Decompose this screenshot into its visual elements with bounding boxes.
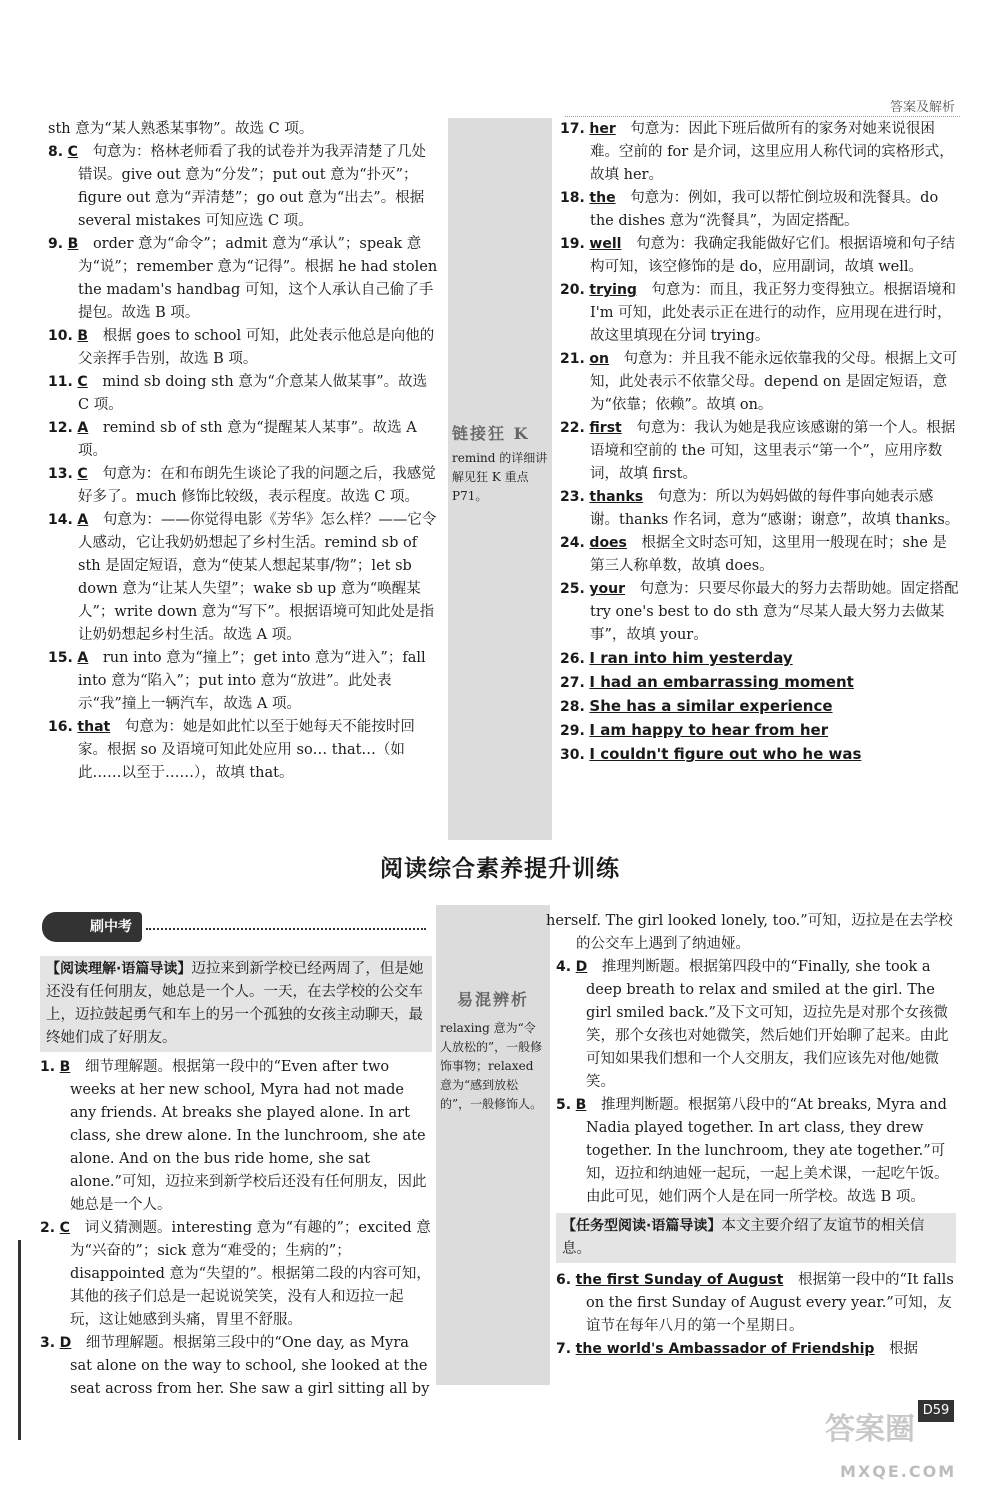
item-answer: on [589, 351, 610, 367]
watermark-logo: 答案圈 [825, 1412, 915, 1447]
item-explanation: 句意为：只要尽你最大的努力去帮助她。固定搭配 try one's best to do sth 意为“尽某人最大努力去做某事”，故填 your。 [590, 581, 959, 643]
item-explanation: 推理判断题。根据第八段中的“At breaks, Myra and Nadia played together. In art class, they drew together. In the lunchroom, they ate together.”可知，迈拉和纳迪娅一起玩，一起上美术课，一起吃午饭。由此可见，她们两个人是在同一所学校。故选 B 项。 [586, 1097, 949, 1205]
item-answer: I am happy to hear from her [589, 721, 829, 739]
answer-item [560, 233, 960, 279]
item-explanation: 根据 [889, 1341, 919, 1357]
item-number: 9. [48, 236, 64, 252]
item-number: 26. [560, 651, 585, 667]
item-number: 18. [560, 190, 585, 206]
answer-item [48, 141, 440, 233]
answer-item [560, 486, 960, 532]
item-number: 14. [48, 512, 73, 528]
item-number: 23. [560, 489, 585, 505]
item-number: 15. [48, 650, 73, 666]
item-explanation: 根据全文时态可知，这里用一般现在时；she 是第三人称单数，故填 does。 [590, 535, 947, 574]
item-answer: trying [589, 282, 637, 298]
item-number: 11. [48, 374, 73, 390]
left-bottom-items [40, 1056, 432, 1401]
item-answer: thanks [589, 489, 644, 505]
answer-item [560, 279, 960, 348]
answer-item [48, 647, 440, 716]
item-answer: first [589, 420, 622, 436]
item-explanation: 句意为：例如，我可以帮忙倒垃圾和洗餐具。do the dishes 意为“洗餐具”，为固定搭配。 [590, 190, 939, 229]
right-top-column [560, 118, 960, 767]
item-answer: D [59, 1335, 72, 1351]
answer-item [48, 325, 440, 371]
item-number: 24. [560, 535, 585, 551]
item-answer: A [77, 512, 89, 528]
item-answer: that [77, 719, 111, 735]
item-number: 20. [560, 282, 585, 298]
item-answer: the [589, 190, 616, 206]
sentence-answer [560, 647, 960, 671]
sidenote-link-text: remind 的详细讲解见狂 K 重点 P71。 [452, 451, 548, 503]
item-answer: I couldn't figure out who he was [589, 745, 862, 763]
item-explanation: 句意为：因此下班后做所有的家务对她来说很困难。空前的 for 是介词，这里应用人称代词的宾格形式，故填 her。 [590, 121, 954, 183]
item-answer: A [77, 650, 89, 666]
item-explanation: remind sb of sth 意为“提醒某人某事”。故选 A 项。 [78, 420, 417, 459]
answer-item [556, 1094, 956, 1209]
item-explanation: 词义猜测题。interesting 意为“有趣的”；excited 意为“兴奋的”；sick 意为“难受的；生病的”；disappointed 意为“失望的”。根据第二段的内容可知，其他的孩子们总是一起说说笑笑，没有人和迈拉一起玩，这让她感到头痛，胃里不舒服。 [70, 1220, 431, 1328]
sidenote-confusable-title: 易混辨析 [456, 990, 529, 1009]
item-number: 6. [556, 1272, 572, 1288]
margin-bar [18, 1240, 21, 1440]
item-answer: C [77, 374, 88, 390]
left-bottom-column [40, 956, 432, 1401]
answer-item [560, 187, 960, 233]
item-explanation: 根据第一段中的“It falls on the first Sunday of August every year.”可知，友谊节在每年八月的第一个星期日。 [586, 1272, 954, 1334]
item-answer: C [77, 466, 88, 482]
item-answer: does [589, 535, 627, 551]
answer-item [40, 1056, 432, 1217]
right-bottom-lead: herself. The girl looked lonely, too.”可知，迈拉是在去学校的公交车上遇到了纳迪娅。 [546, 913, 953, 952]
reading-intro-box [40, 956, 432, 1052]
item-explanation: 句意为：而且，我正努力变得独立。根据语境和 I'm 可知，此处表示正在进行的动作，应用现在进行时，故这里填现在分词 trying。 [590, 282, 957, 344]
item-explanation: mind sb doing sth 意为“介意某人做某事”。故选 C 项。 [78, 374, 428, 413]
item-answer: I had an embarrassing moment [589, 673, 854, 691]
right-bottom-column [546, 910, 956, 1361]
item-answer: A [77, 420, 89, 436]
answer-item [556, 956, 956, 1094]
item-number: 25. [560, 581, 585, 597]
item-explanation: 细节理解题。根据第三段中的“One day, as Myra sat alone on the way to school, she looked at the seat across from her. She saw a girl sitting all by [70, 1335, 430, 1397]
section-title: 阅读综合素养提升训练 [380, 856, 620, 882]
item-explanation: 句意为：我认为她是我应该感谢的第一个人。根据语境和空前的 the 可知，这里表示“第一个”，应用序数词，故填 first。 [590, 420, 956, 482]
item-number: 21. [560, 351, 585, 367]
section-badge: 刷中考 [42, 912, 142, 942]
item-answer: her [589, 121, 616, 137]
item-number: 30. [560, 747, 585, 763]
item-number: 8. [48, 144, 64, 160]
answer-item [560, 118, 960, 187]
sentence-answer [560, 719, 960, 743]
item-number: 4. [556, 959, 572, 975]
answer-item [48, 509, 440, 647]
item-explanation: 句意为：我确定我能做好它们。根据语境和句子结构可知，该空修饰的是 do，应用副词，故填 well。 [590, 236, 956, 275]
item-explanation: 根据 goes to school 可知，此处表示他总是向他的父亲挥手告别，故选 B 项。 [78, 328, 435, 367]
item-answer: I ran into him yesterday [589, 649, 793, 667]
item-answer: C [67, 144, 78, 160]
item-number: 19. [560, 236, 585, 252]
answer-item [48, 371, 440, 417]
item-explanation: 句意为：在和布朗先生谈论了我的问题之后，我感觉好多了。much 修饰比较级，表示程度。故选 C 项。 [78, 466, 436, 505]
item-explanation: 句意为：——你觉得电影《芳华》怎么样？——它令人感动，它让我奶奶想起了乡村生活。remind sb of sth 是固定短语，意为“使某人想起某事/物”；let sb down 意为“让某人失望”；wake sb up 意为“唤醒某人”；write down 意为“写下”。根据语境可知此处是指让奶奶想起乡村生活。故选 A 项。 [78, 512, 437, 643]
item-explanation: 句意为：并且我不能永远依靠我的父母。根据上文可知，此处表示不依靠父母。depend on 是固定短语，意为“依靠；依赖”。故填 on。 [590, 351, 958, 413]
item-number: 13. [48, 466, 73, 482]
item-number: 10. [48, 328, 73, 344]
item-answer: the first Sunday of August [575, 1272, 784, 1288]
sidenote-band-bottom [436, 905, 550, 1385]
watermark-url: MXQE.COM [840, 1462, 957, 1481]
answer-item [48, 233, 440, 325]
sentence-answer [560, 743, 960, 767]
item-answer: B [59, 1059, 71, 1075]
item-number: 28. [560, 699, 585, 715]
item-number: 17. [560, 121, 585, 137]
task-intro-tag: 【任务型阅读·语篇导读】 [562, 1218, 722, 1234]
sentence-answer [560, 695, 960, 719]
answer-item [556, 1338, 956, 1361]
answer-item [556, 1269, 956, 1338]
item-answer: B [67, 236, 79, 252]
item-explanation: 细节理解题。根据第一段中的“Even after two weeks at her new school, Myra had not made any friends. At breaks she played alone. In art class, she drew alone. In the lunchroom, she ate alone. And on the bus ride home, she sat alone.”可知，迈拉来到新学校后还没有任何朋友，因此她总是一个人。 [70, 1059, 427, 1213]
answer-item [48, 118, 440, 141]
item-number: 16. [48, 719, 73, 735]
reading-intro-tag: 【阅读理解·语篇导读】 [46, 961, 192, 977]
left-top-column [48, 118, 440, 785]
answer-item [560, 417, 960, 486]
item-explanation: 推理判断题。根据第四段中的“Finally, she took a deep breath to relax and smiled at the girl. The girl smiled back.”及下文可知，迈拉先是对那个女孩微笑，那个女孩也对她微笑，然后她们开始聊了起来。由此可知如果我们想和一个人交朋友，我们应该先对他/她微笑。 [586, 959, 949, 1090]
item-explanation: sth 意为“某人熟悉某事物”。故选 C 项。 [48, 121, 314, 137]
item-explanation: order 意为“命令”；admit 意为“承认”；speak 意为“说”；remember 意为“记得”。根据 he had stolen the madam's handbag 可知，这个人承认自己偷了手提包。故选 B 项。 [78, 236, 438, 321]
item-answer: B [77, 328, 89, 344]
item-number: 7. [556, 1341, 572, 1357]
item-explanation: 句意为：格林老师看了我的试卷并为我弄清楚了几处错误。give out 意为“分发”；put out 意为“扑灭”；figure out 意为“弄清楚”；go out 意为“出去”。根据 several mistakes 可知应选 C 项。 [78, 144, 427, 229]
sidenote-link-title: 链接狂 K [452, 424, 530, 443]
item-explanation: 句意为：她是如此忙以至于她每天不能按时回家。根据 so 及语境可知此处应用 so… that…（如此……以至于……），故填 that。 [78, 719, 415, 781]
item-number: 2. [40, 1220, 56, 1236]
item-answer: your [589, 581, 626, 597]
answer-item [560, 348, 960, 417]
sentence-answer [560, 671, 960, 695]
item-answer: the world's Ambassador of Friendship [575, 1341, 875, 1357]
item-answer: B [575, 1097, 587, 1113]
item-answer: D [575, 959, 588, 975]
header-divider [565, 116, 960, 117]
page-number: D59 [918, 1400, 954, 1422]
item-number: 27. [560, 675, 585, 691]
sidenote-confusable-text: relaxing 意为“令人放松的”，一般修饰事物；relaxed 意为“感到放松的”，一般修饰人。 [440, 1021, 543, 1111]
answer-item [560, 532, 960, 578]
item-explanation: run into 意为“撞上”；get into 意为“进入”；fall into 意为“陷入”；put into 意为“放进”。此处表示“我”撞上一辆汽车，故选 A 项。 [78, 650, 426, 712]
item-number: 12. [48, 420, 73, 436]
answer-item [48, 716, 440, 785]
task-intro-text: 本文主要介绍了友谊节的相关信息。 [562, 1218, 925, 1257]
item-number: 1. [40, 1059, 56, 1075]
badge-dotted-line [146, 928, 426, 930]
right-bottom-items [556, 956, 956, 1209]
sidenote-link [452, 422, 548, 506]
item-answer: well [589, 236, 622, 252]
task-items [556, 1269, 956, 1361]
item-number: 22. [560, 420, 585, 436]
item-number: 29. [560, 723, 585, 739]
answer-item [40, 1332, 432, 1401]
page-header: 答案及解析 [889, 100, 955, 115]
task-intro-box [556, 1213, 956, 1263]
item-number: 5. [556, 1097, 572, 1113]
reading-intro-text: 迈拉来到新学校已经两周了，但是她还没有任何朋友，她总是一个人。一天，在去学校的公交车上，迈拉鼓起勇气和车上的另一个孤独的女孩主动聊天，最终她们成了好朋友。 [46, 961, 424, 1046]
answer-item [40, 1217, 432, 1332]
answer-item [48, 417, 440, 463]
item-answer: C [59, 1220, 70, 1236]
item-answer: She has a similar experience [589, 697, 833, 715]
item-explanation: 句意为：所以为妈妈做的每件事向她表示感谢。thanks 作名词，意为“感谢；谢意”，故填 thanks。 [590, 489, 960, 528]
item-number: 3. [40, 1335, 56, 1351]
sidenote-confusable [440, 988, 546, 1114]
answer-item [48, 463, 440, 509]
answer-item [560, 578, 960, 647]
